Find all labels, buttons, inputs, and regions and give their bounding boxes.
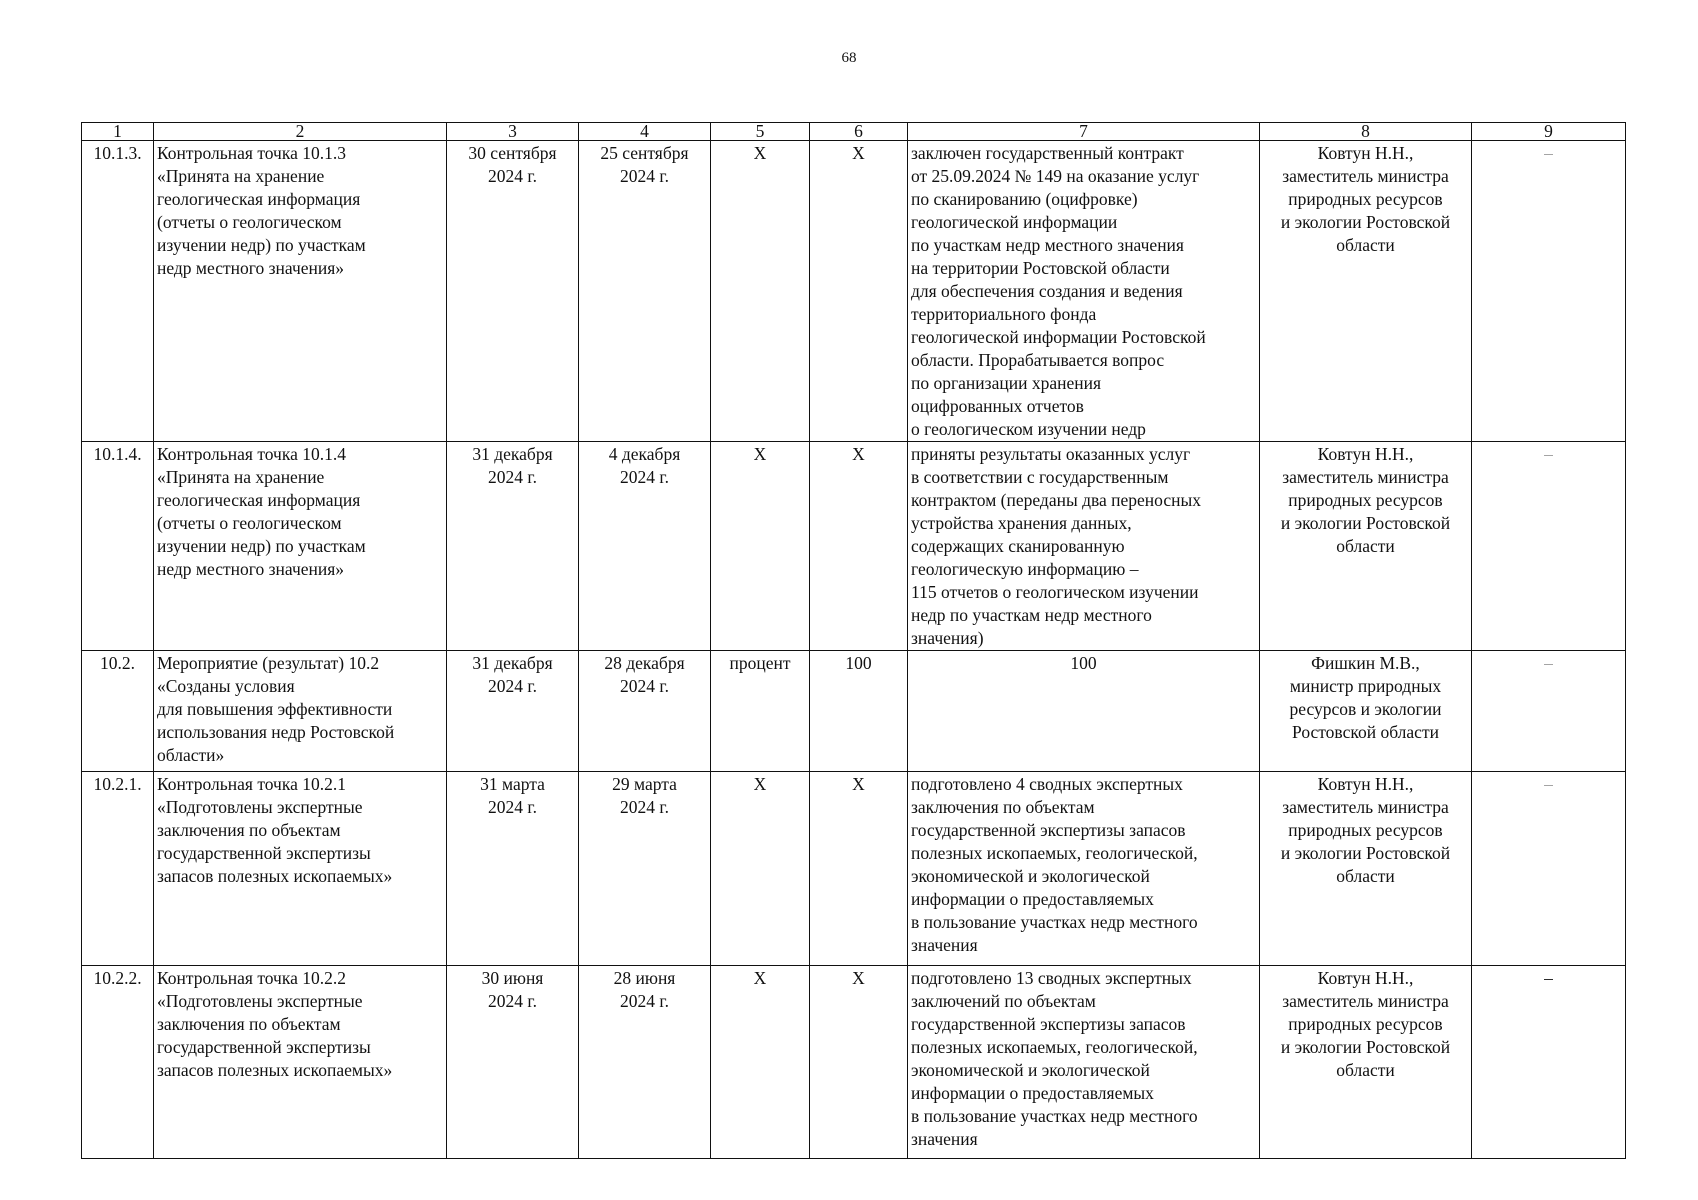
note: – <box>1472 772 1626 966</box>
status-text: 100 <box>908 651 1260 772</box>
status-text: подготовлено 13 сводных экспертных заключений по объектам государственной экспертизы запасов полезных ископаемых, геологической, экономической и экологической информации о предоставляемых в пользование участках недр местного значения <box>908 966 1260 1159</box>
item-name: Мероприятие (результат) 10.2 «Созданы условия для повышения эффективности использования недр Ростовской области» <box>154 651 447 772</box>
responsible-person: Ковтун Н.Н., заместитель министра природных ресурсов и экологии Ростовской области <box>1260 772 1472 966</box>
value: X <box>810 966 908 1159</box>
responsible-person: Ковтун Н.Н., заместитель министра природных ресурсов и экологии Ростовской области <box>1260 442 1472 651</box>
value: X <box>810 772 908 966</box>
row-number: 10.2.1. <box>82 772 154 966</box>
responsible-person: Фишкин М.В., министр природных ресурсов и экологии Ростовской области <box>1260 651 1472 772</box>
table-row <box>82 966 1626 1159</box>
page-number: 68 <box>841 50 857 66</box>
table-row <box>82 442 1626 651</box>
note: – <box>1472 651 1626 772</box>
plan-date: 30 сентября 2024 г. <box>447 141 579 442</box>
status-text: заключен государственный контракт от 25.09.2024 № 149 на оказание услуг по сканированию (оцифровке) геологической информации по участкам недр местного значения на территории Ростовской области для обеспечения создания и ведения территориального фонда геологической информации Ростовской области. Прорабатывается вопрос по организации хранения оцифрованных отчетов о геологическом изучении недр <box>908 141 1260 442</box>
plan-date: 31 марта 2024 г. <box>447 772 579 966</box>
plan-date: 30 июня 2024 г. <box>447 966 579 1159</box>
status-text: приняты результаты оказанных услуг в соответствии с государственным контрактом (переданы два переносных устройства хранения данных, содержащих сканированную геологическую информацию – 115 отчетов о геологическом изучении недр по участкам недр местного значения) <box>908 442 1260 651</box>
item-name: Контрольная точка 10.2.1 «Подготовлены экспертные заключения по объектам государственной экспертизы запасов полезных ископаемых» <box>154 772 447 966</box>
column-header: 9 <box>1472 123 1626 141</box>
column-header: 2 <box>154 123 447 141</box>
column-header: 5 <box>711 123 810 141</box>
row-number: 10.2.2. <box>82 966 154 1159</box>
note: – <box>1472 141 1626 442</box>
column-header: 3 <box>447 123 579 141</box>
column-number-row <box>82 123 1626 141</box>
column-header: 7 <box>908 123 1260 141</box>
table-row <box>82 772 1626 966</box>
unit: X <box>711 772 810 966</box>
table-row <box>82 141 1626 442</box>
value: X <box>810 141 908 442</box>
note: – <box>1472 442 1626 651</box>
unit: X <box>711 141 810 442</box>
item-name: Контрольная точка 10.2.2 «Подготовлены экспертные заключения по объектам государственной экспертизы запасов полезных ископаемых» <box>154 966 447 1159</box>
unit: X <box>711 442 810 651</box>
column-header: 1 <box>82 123 154 141</box>
fact-date: 25 сентября 2024 г. <box>579 141 711 442</box>
status-text: подготовлено 4 сводных экспертных заключения по объектам государственной экспертизы запасов полезных ископаемых, геологической, экономической и экологической информации о предоставляемых в пользование участках недр местного значения <box>908 772 1260 966</box>
responsible-person: Ковтун Н.Н., заместитель министра природных ресурсов и экологии Ростовской области <box>1260 141 1472 442</box>
fact-date: 29 марта 2024 г. <box>579 772 711 966</box>
table-row <box>82 651 1626 772</box>
fact-date: 28 декабря 2024 г. <box>579 651 711 772</box>
unit: X <box>711 966 810 1159</box>
column-header: 4 <box>579 123 711 141</box>
column-header: 8 <box>1260 123 1472 141</box>
value: 100 <box>810 651 908 772</box>
row-number: 10.1.3. <box>82 141 154 442</box>
unit: процент <box>711 651 810 772</box>
note: – <box>1472 966 1626 1159</box>
item-name: Контрольная точка 10.1.4 «Принята на хранение геологическая информация (отчеты о геологическом изучении недр) по участкам недр местного значения» <box>154 442 447 651</box>
responsible-person: Ковтун Н.Н., заместитель министра природных ресурсов и экологии Ростовской области <box>1260 966 1472 1159</box>
fact-date: 28 июня 2024 г. <box>579 966 711 1159</box>
value: X <box>810 442 908 651</box>
plan-date: 31 декабря 2024 г. <box>447 651 579 772</box>
column-header: 6 <box>810 123 908 141</box>
item-name: Контрольная точка 10.1.3 «Принята на хранение геологическая информация (отчеты о геологическом изучении недр) по участкам недр местного значения» <box>154 141 447 442</box>
row-number: 10.1.4. <box>82 442 154 651</box>
row-number: 10.2. <box>82 651 154 772</box>
fact-date: 4 декабря 2024 г. <box>579 442 711 651</box>
report-table <box>81 122 1626 1159</box>
plan-date: 31 декабря 2024 г. <box>447 442 579 651</box>
